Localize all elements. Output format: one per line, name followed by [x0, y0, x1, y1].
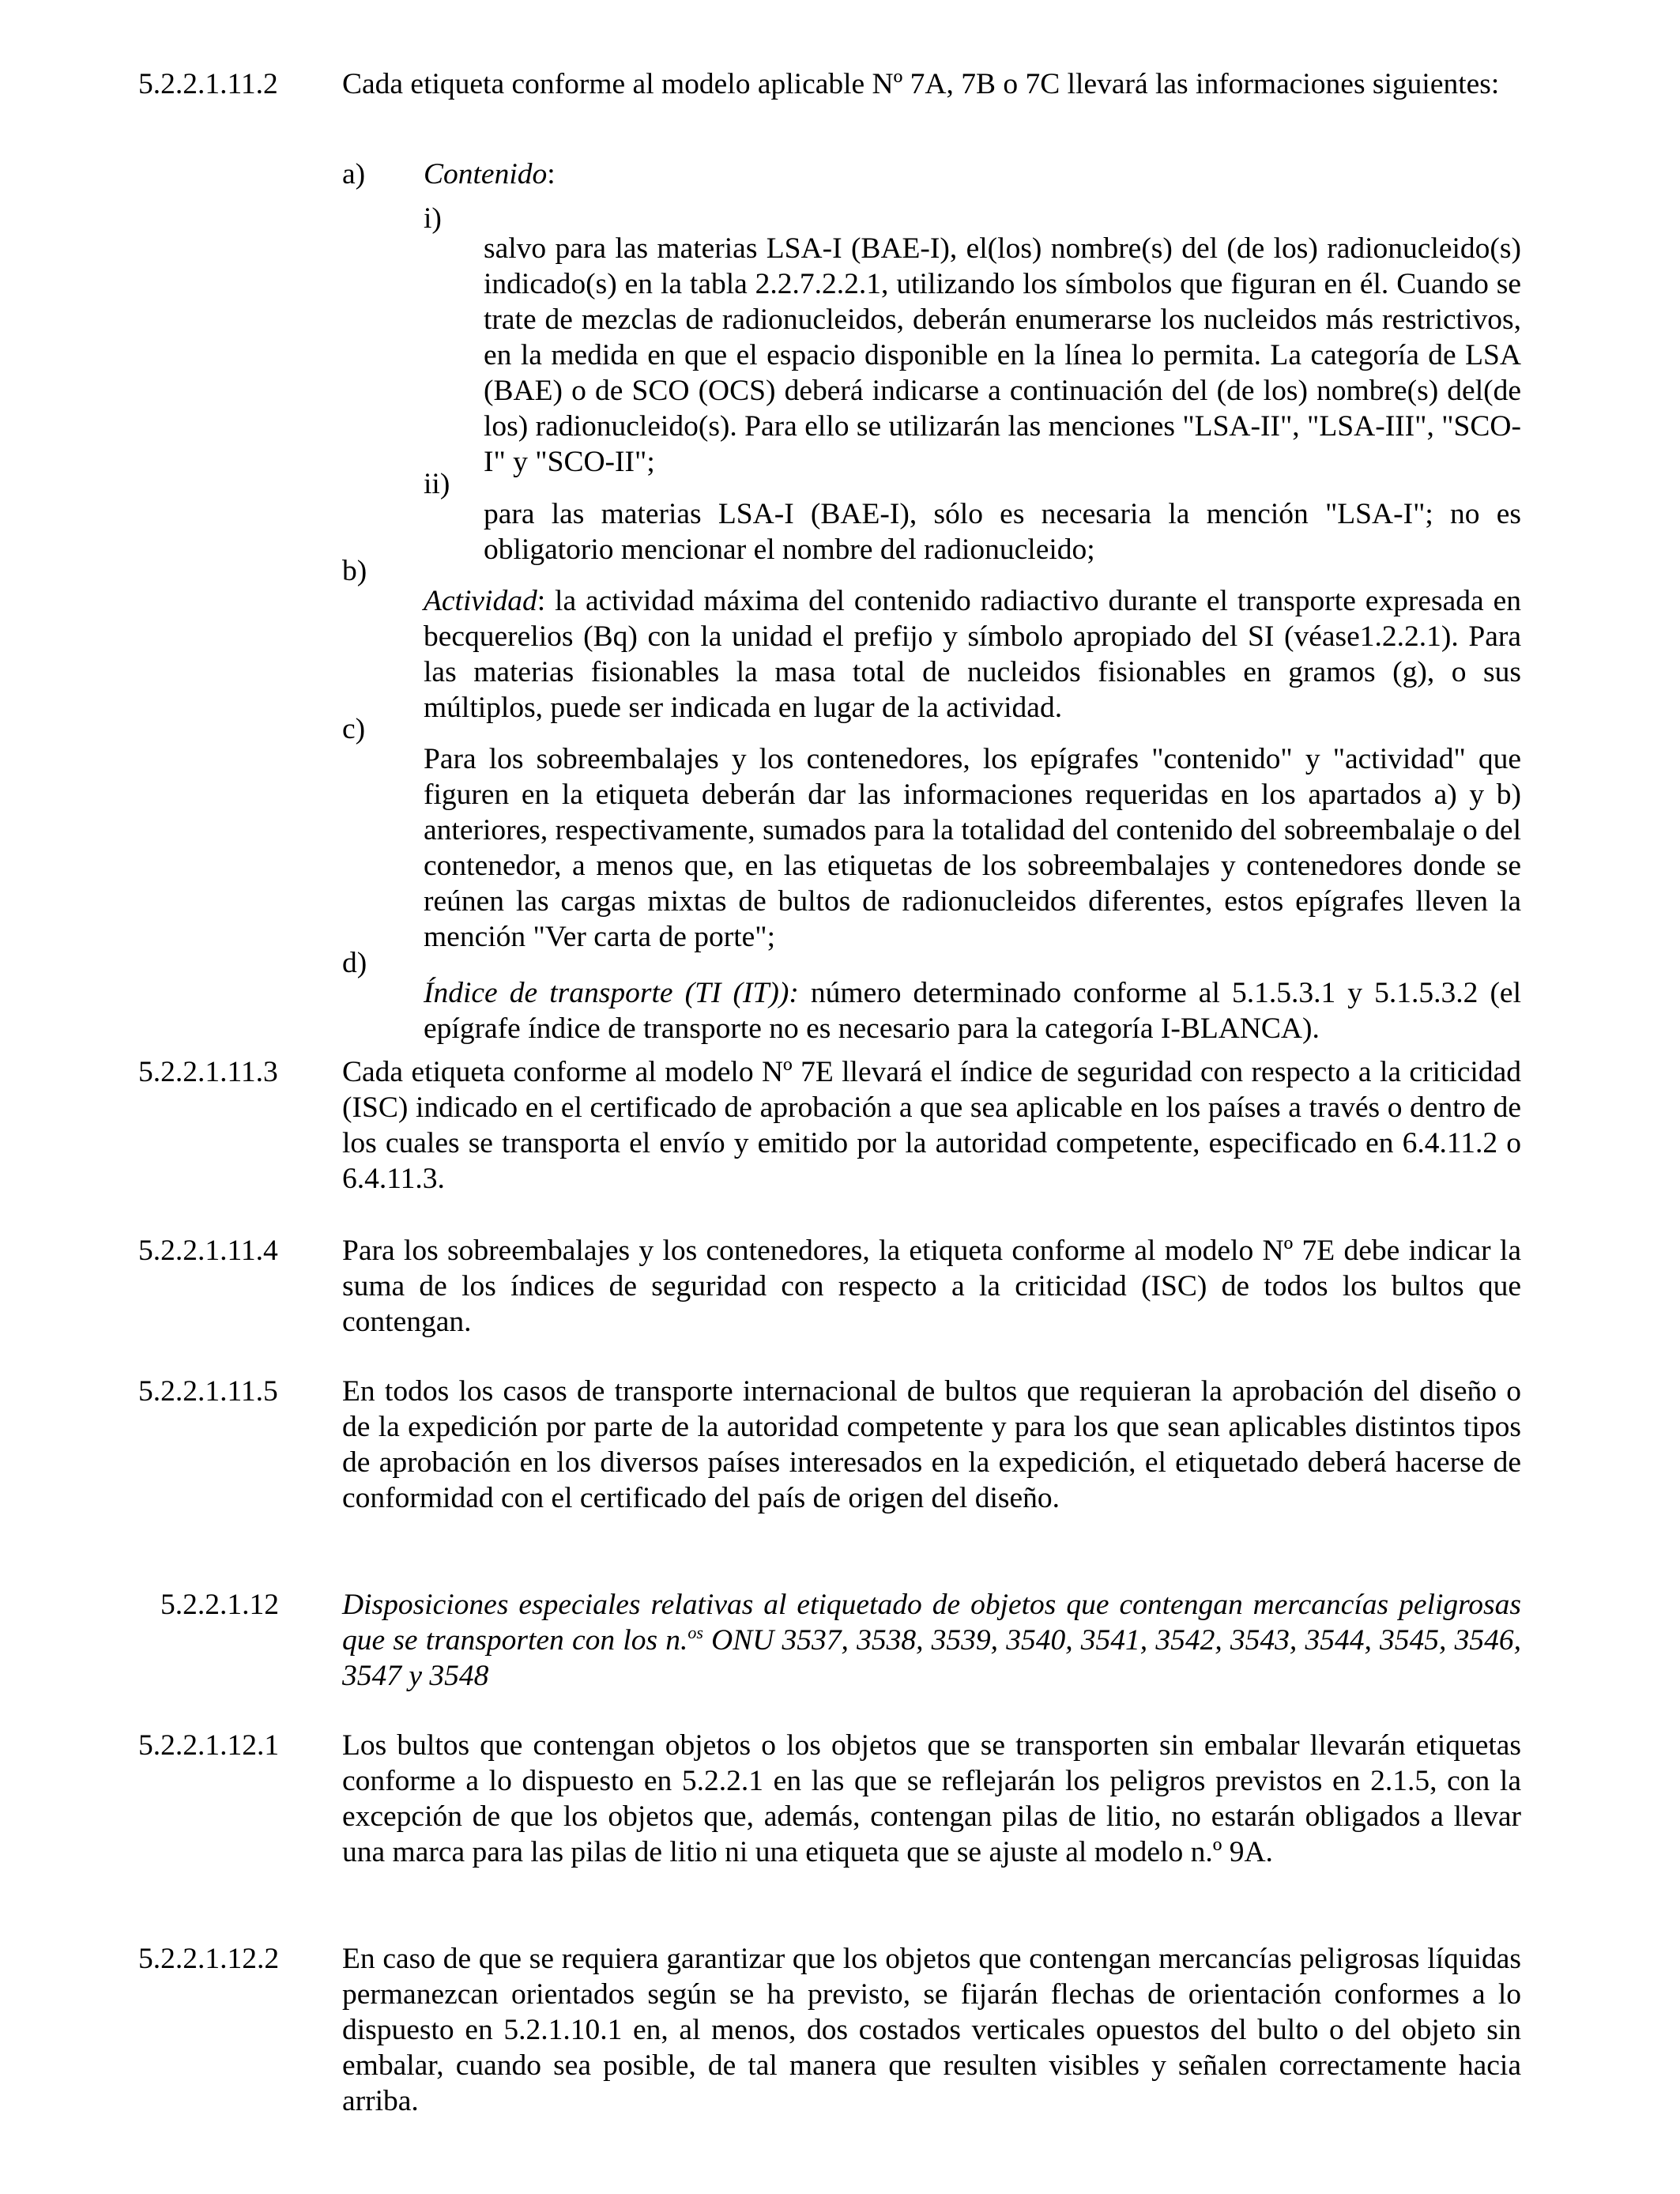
section-number: 5.2.2.1.11.5	[138, 1375, 278, 1408]
item-title: Actividad	[424, 584, 537, 617]
heading-text-part-2: ONU 3537, 3538, 3539, 3540, 3541, 3542, 3543, 3544, 3545, 3546, 3547 y 3548	[342, 1624, 1521, 1692]
item-text: Para los sobreembalajes y los contenedores, los epígrafes "contenido" y "actividad" que figuren en la etiqueta deberán dar las informaciones requeridas en los apartados a) y b) anteriores, respectivamente, sumados para la totalidad del contenido del sobreembalaje o del contenedor, a menos que, en las etiquetas de los sobreembalajes y contenedores donde se reúnen las cargas mixtas de bultos de radionucleidos diferentes, estos epígrafes lleven la mención "Ver carta de porte";	[424, 742, 1521, 953]
section-number: 5.2.2.1.12.1	[138, 1729, 280, 1762]
section-text: Cada etiqueta conforme al modelo Nº 7E llevará el índice de seguridad con respecto a la criticidad (ISC) indicado en el certificado de aprobación a que sea aplicable en los países a través o dentro de los cuales se transporta el envío y emitido por la autoridad competente, especificado en 6.4.11.2 o 6.4.11.3.	[342, 1056, 1521, 1195]
item-text: : la actividad máxima del contenido radiactivo durante el transporte expresada en becquerelios (Bq) con la unidad el prefijo y símbolo apropiado del SI (véase1.2.2.1). Para las materias fisionables la masa total de nucleidos fisionables en gramos (g), o sus múltiplos, puede ser indicada en lugar de la actividad.	[424, 584, 1521, 724]
section-number: 5.2.2.1.12	[160, 1589, 279, 1621]
subitem-text: salvo para las materias LSA-I (BAE-I), el(los) nombre(s) del (de los) radionucleido(s) indicado(s) en la tabla 2.2.7.2.2.1, utilizando los símbolos que figuran en él. Cuando se trate de mezclas de radionucleidos, deberán enumerarse los nucleidos más restrictivos, en la medida en que el espacio disponible en la línea lo permita. La categoría de LSA (BAE) o de SCO (OCS) deberá indicarse a continuación del (de los) nombre(s) del(de los) radionucleido(s). Para ello se utilizarán las menciones "LSA-II", "LSA-III", "SCO-I" y "SCO-II";	[484, 232, 1521, 478]
item-title: Índice de transporte (TI (IT)):	[424, 976, 799, 1009]
subitem-label: i)	[424, 202, 442, 235]
heading-text-part-1: Disposiciones especiales relativas al etiquetado de objetos que contengan mercancías peligrosas que se transporten con los n.	[342, 1589, 1521, 1657]
section-text: En caso de que se requiera garantizar que los objetos que contengan mercancías peligrosas líquidas permanezcan orientados según se ha previsto, se fijarán flechas de orientación conformes a lo dispuesto en 5.2.1.10.1 en, al menos, dos costados verticales opuestos del bulto o del objeto sin embalar, cuando sea posible, de tal manera que resulten visibles y señalen correctamente hacia arriba.	[342, 1943, 1521, 2117]
heading-superscript: os	[687, 1623, 703, 1642]
section-text: En todos los casos de transporte internacional de bultos que requieran la aprobación del diseño o de la expedición por parte de la autoridad competente y para los que sean aplicables distintos tipos de aprobación en los diversos países interesados en la expedición, el etiquetado deberá hacerse de conformidad con el certificado del país de origen del diseño.	[342, 1375, 1521, 1514]
section-number: 5.2.2.1.11.3	[138, 1056, 278, 1088]
item-label: b)	[342, 555, 367, 587]
section-text: Para los sobreembalajes y los contenedores, la etiqueta conforme al modelo Nº 7E debe indicar la suma de los índices de seguridad con respecto a la criticidad (ISC) de todos los bultos que contengan.	[342, 1235, 1521, 1338]
item-label: c)	[342, 713, 366, 745]
subitem-label: ii)	[424, 468, 450, 500]
section-heading	[342, 1587, 1521, 1694]
item-label: d)	[342, 947, 367, 979]
item-label: a)	[342, 158, 366, 190]
section-intro: Cada etiqueta conforme al modelo aplicable Nº 7A, 7B o 7C llevará las informaciones siguientes:	[342, 68, 1500, 100]
subitem-text: para las materias LSA-I (BAE-I), sólo es necesaria la mención "LSA-I"; no es obligatorio mencionar el nombre del radionucleido;	[484, 497, 1521, 566]
section-number: 5.2.2.1.11.4	[138, 1235, 278, 1267]
section-text: Los bultos que contengan objetos o los objetos que se transporten sin embalar llevarán etiquetas conforme a lo dispuesto en 5.2.2.1 en las que se reflejarán los peligros previstos en 2.1.5, con la excepción de que los objetos que, además, contengan pilas de litio, no estarán obligados a llevar una marca para las pilas de litio ni una etiqueta que se ajuste al modelo n.º 9A.	[342, 1729, 1521, 1868]
item-title: Contenido	[424, 158, 548, 190]
section-number: 5.2.2.1.11.2	[138, 68, 278, 100]
item-text: número determinado conforme al 5.1.5.3.1 y 5.1.5.3.2 (el epígrafe índice de transporte no es necesario para la categoría I-BLANCA).	[424, 976, 1521, 1045]
section-number: 5.2.2.1.12.2	[138, 1943, 280, 1975]
item-colon: :	[547, 158, 556, 190]
